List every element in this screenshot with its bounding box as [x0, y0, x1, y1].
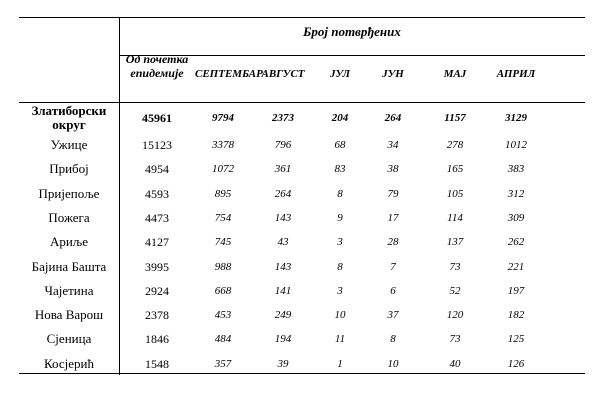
row-name: Нова Варош: [34, 307, 104, 323]
header-month: СЕПТЕМБАР: [195, 68, 263, 80]
row-month-value: 10: [334, 309, 346, 322]
row-month-value: 28: [387, 236, 399, 249]
row-month-value: 143: [274, 211, 292, 224]
table-row: [19, 352, 585, 376]
table-row: [19, 206, 585, 230]
row-month-value: 796: [274, 139, 292, 151]
row-month-value: 8: [337, 260, 343, 273]
table-row: [19, 230, 585, 254]
row-month-value: 38: [387, 163, 399, 176]
row-month-value: 182: [507, 309, 525, 322]
group-header-title: Број потврђених: [303, 24, 401, 39]
row-month-value: 309: [507, 211, 525, 224]
row-month-value: 73: [449, 260, 461, 273]
table-row: [19, 255, 585, 279]
row-month-value: 278: [446, 139, 464, 151]
row-total-value: 2378: [145, 308, 169, 323]
row-name: Пожега: [48, 209, 90, 225]
row-month-value: 73: [449, 333, 461, 346]
header-month: МАЈ: [443, 68, 467, 80]
row-name: Чајетина: [44, 282, 94, 298]
row-month-value: 745: [214, 236, 232, 249]
header-month: ЈУН: [382, 68, 404, 80]
row-month-value: 105: [446, 187, 464, 200]
row-month-value: 1072: [212, 163, 234, 176]
row-month-value: 453: [214, 309, 232, 322]
row-month-value: 9794: [212, 112, 234, 124]
header-month: АВГУСТ: [261, 68, 305, 80]
table-row: [19, 279, 585, 303]
row-name: Косјерић: [44, 355, 94, 371]
row-month-value: 197: [507, 284, 525, 297]
row-month-value: 988: [214, 260, 232, 273]
row-month-value: 141: [274, 284, 292, 297]
row-month-value: 262: [507, 236, 525, 249]
row-total-value: 4954: [145, 162, 169, 177]
header-month: ЈУЛ: [330, 68, 350, 80]
row-name: Прибој: [49, 161, 89, 177]
row-total-value: 1548: [145, 356, 169, 371]
row-total-value: 4473: [145, 210, 169, 225]
row-month-value: 204: [331, 112, 349, 124]
row-total-value: 15123: [142, 138, 172, 152]
row-name: Бајина Башта: [31, 258, 107, 274]
row-month-value: 11: [334, 333, 346, 346]
row-month-value: 6: [390, 284, 396, 297]
row-total-value: 45961: [142, 111, 172, 125]
row-month-value: 79: [387, 187, 399, 200]
row-month-value: 668: [214, 284, 232, 297]
row-total-value: 1846: [145, 332, 169, 347]
row-month-value: 3: [337, 284, 343, 297]
row-month-value: 264: [274, 187, 292, 200]
row-month-value: 165: [446, 163, 464, 176]
row-month-value: 1: [337, 357, 343, 370]
header-since-start: Од почетка епидемије: [125, 52, 189, 80]
row-month-value: 3129: [505, 112, 527, 124]
row-month-value: 1012: [505, 139, 527, 151]
row-month-value: 120: [446, 309, 464, 322]
row-month-value: 143: [274, 260, 292, 273]
row-month-value: 249: [274, 309, 292, 322]
row-month-value: 137: [446, 236, 464, 249]
table-row: [19, 182, 585, 206]
row-month-value: 312: [507, 187, 525, 200]
row-name: Златиборски округ: [31, 103, 107, 132]
row-month-value: 52: [449, 284, 461, 297]
row-month-value: 264: [384, 112, 402, 124]
row-month-value: 68: [334, 139, 346, 151]
row-month-value: 383: [507, 163, 525, 176]
row-name: Ариље: [49, 234, 89, 250]
table-row: [19, 303, 585, 327]
row-month-value: 39: [277, 357, 289, 370]
row-month-value: 9: [337, 211, 343, 224]
row-month-value: 8: [390, 333, 396, 346]
row-name: Сјеница: [46, 331, 92, 347]
row-month-value: 43: [277, 236, 289, 249]
row-month-value: 17: [387, 211, 399, 224]
table-row-total: [19, 103, 585, 133]
row-month-value: 126: [507, 357, 525, 370]
row-month-value: 484: [214, 333, 232, 346]
row-month-value: 7: [390, 260, 396, 273]
row-month-value: 10: [387, 357, 399, 370]
row-month-value: 3: [337, 236, 343, 249]
table-row: [19, 157, 585, 181]
row-total-value: 2924: [145, 283, 169, 298]
table-row: [19, 327, 585, 351]
row-month-value: 2373: [272, 112, 294, 124]
row-name: Пријепоље: [38, 185, 100, 201]
table-top-rule: [19, 17, 585, 18]
row-name: Ужице: [50, 137, 88, 152]
row-month-value: 194: [274, 333, 292, 346]
header-month: АПРИЛ: [496, 68, 536, 80]
row-month-value: 125: [507, 333, 525, 346]
data-table: [19, 17, 585, 375]
row-month-value: 3378: [212, 139, 234, 151]
row-total-value: 3995: [145, 259, 169, 274]
row-month-value: 1157: [444, 112, 466, 124]
row-month-value: 357: [214, 357, 232, 370]
row-month-value: 114: [447, 211, 463, 224]
row-month-value: 34: [387, 139, 399, 151]
row-month-value: 754: [214, 211, 232, 224]
row-month-value: 221: [507, 260, 525, 273]
row-month-value: 895: [214, 187, 232, 200]
table-row: [19, 133, 585, 157]
row-total-value: 4127: [145, 235, 169, 250]
row-month-value: 361: [274, 163, 292, 176]
row-month-value: 37: [387, 309, 399, 322]
row-month-value: 40: [449, 357, 461, 370]
row-month-value: 83: [334, 163, 346, 176]
row-month-value: 8: [337, 187, 343, 200]
row-total-value: 4593: [145, 186, 169, 201]
